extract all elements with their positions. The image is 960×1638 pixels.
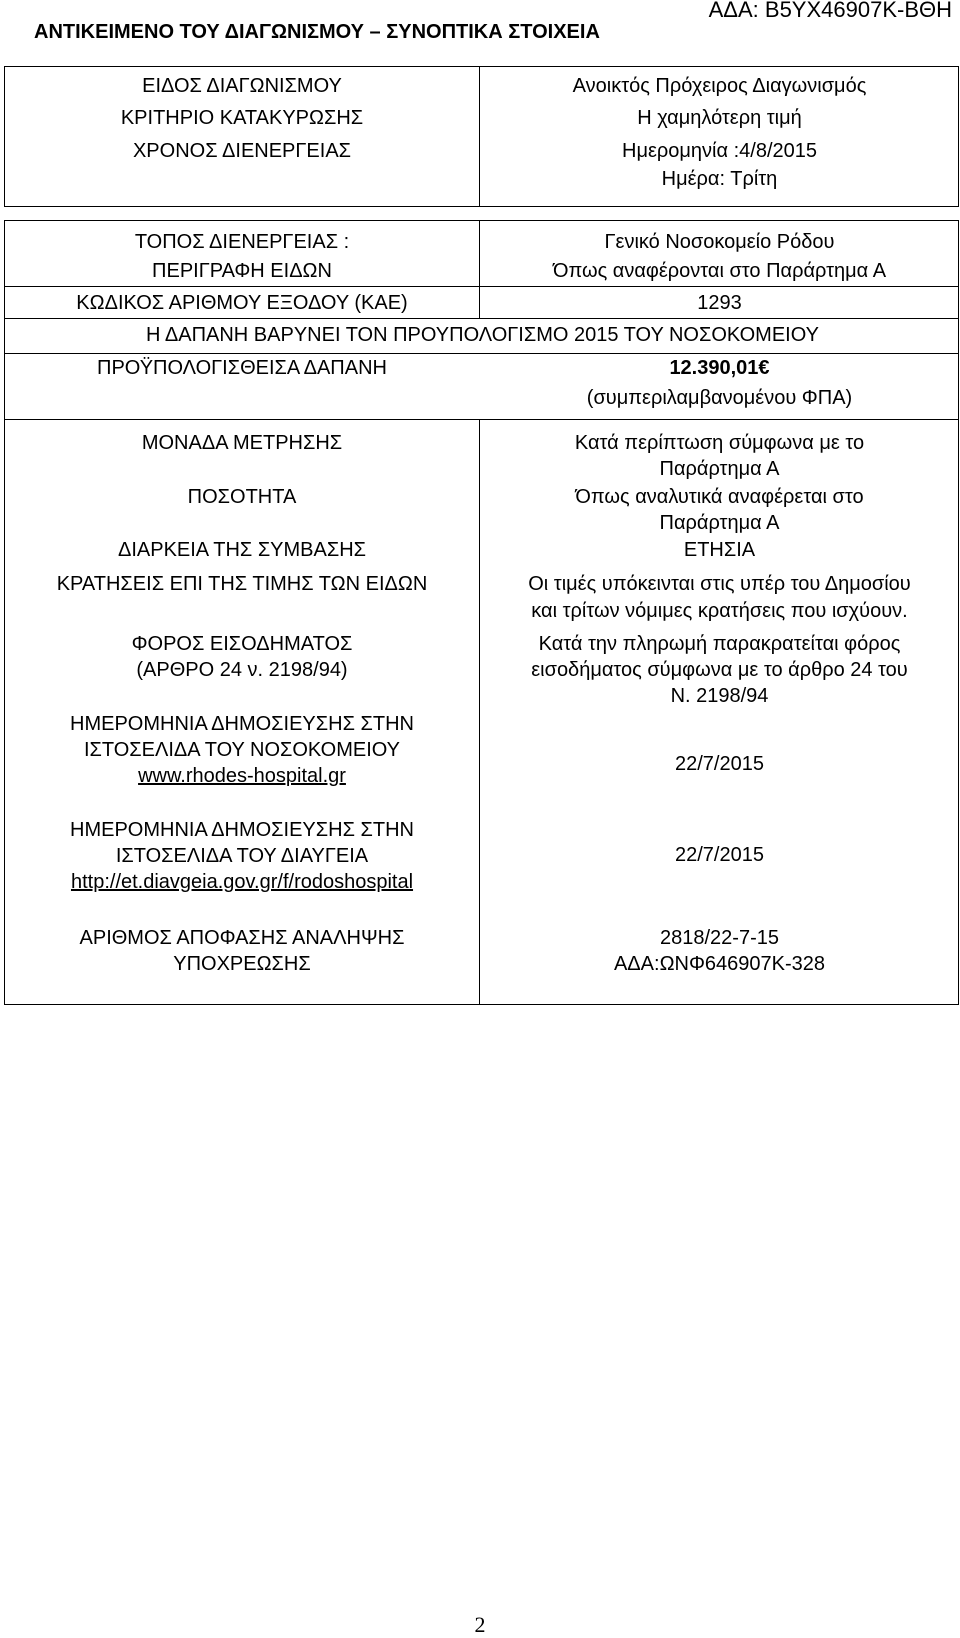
hospital-site-pub-date: 22/7/2015: [675, 753, 764, 775]
award-criterion-label: ΚΡΙΤΗΡΙΟ ΚΑΤΑΚΥΡΩΣΗΣ: [120, 107, 364, 129]
quantity-value-line1: Όπως αναλυτικά αναφέρεται στο: [575, 486, 864, 508]
decision-label-line2: ΥΠΟΧΡΕΩΣΗΣ: [173, 953, 311, 975]
description-value: Όπως αναφέρονται στο Παράρτημα Α: [552, 260, 887, 282]
hospital-site-pub-label-line1: ΗΜΕΡΟΜΗΝΙΑ ΔΗΜΟΣΙΕΥΣΗΣ ΣΤΗΝ: [70, 713, 414, 735]
kae-value: 1293: [697, 292, 742, 314]
quantity-value-line2: Παράρτημα Α: [659, 512, 780, 534]
page-number: 2: [474, 1612, 486, 1637]
duration-label: ΔΙΑΡΚΕΙΑ ΤΗΣ ΣΥΜΒΑΣΗΣ: [117, 539, 367, 561]
decision-label-line1: ΑΡΙΘΜΟΣ ΑΠΟΦΑΣΗΣ ΑΝΑΛΗΨΗΣ: [79, 927, 405, 949]
diavgeia-pub-label-line2: ΙΣΤΟΣΕΛΙΔΑ ΤΟΥ ΔΙΑΥΓΕΙΑ: [115, 845, 369, 867]
row-divider: [5, 353, 958, 354]
tender-type-table: [4, 66, 959, 207]
cost-label: ΠΡΟΫΠΟΛΟΓΙΣΘΕΙΣΑ ΔΑΠΑΝΗ: [97, 357, 387, 379]
description-label: ΠΕΡΙΓΡΑΦΗ ΕΙΔΩΝ: [152, 260, 332, 282]
row-divider: [5, 318, 958, 319]
cost-value: 12.390,01€: [669, 357, 770, 379]
income-tax-value-line3: Ν. 2198/94: [670, 685, 769, 707]
tender-date-value: Ημερομηνία :4/8/2015: [622, 140, 817, 162]
row-divider: [5, 286, 958, 287]
contract-terms-table: [4, 419, 959, 1005]
decision-ada: ΑΔΑ:ΩΝΦ646907Κ-328: [613, 953, 826, 975]
decision-number: 2818/22-7-15: [660, 927, 779, 949]
place-label: ΤΟΠΟΣ ΔΙΕΝΕΡΓΕΙΑΣ :: [134, 231, 350, 253]
diavgeia-pub-label-line1: ΗΜΕΡΟΜΗΝΙΑ ΔΗΜΟΣΙΕΥΣΗΣ ΣΤΗΝ: [70, 819, 414, 841]
tender-details-table: [4, 220, 959, 419]
kae-label: ΚΩΔΙΚΟΣ ΑΡΙΘΜΟΥ ΕΞΟΔΟΥ (ΚΑΕ): [76, 292, 408, 314]
diavgeia-pub-date: 22/7/2015: [675, 844, 764, 866]
tender-type-label: ΕΙΔΟΣ ΔΙΑΓΩΝΙΣΜΟΥ: [142, 75, 342, 97]
tender-time-label: ΧΡΟΝΟΣ ΔΙΕΝΕΡΓΕΙΑΣ: [132, 140, 352, 162]
duration-value: ΕΤΗΣΙΑ: [683, 539, 756, 561]
budget-note: Η ΔΑΠΑΝΗ ΒΑΡΥΝΕΙ ΤΟΝ ΠΡΟΥΠΟΛΟΓΙΣΜΟ 2015 ΤΟΥ ΝΟΣΟΚΟΜΕΙΟΥ: [145, 324, 819, 346]
ada-code: ΑΔΑ: Β5ΥΧ46907Κ-ΒΘΗ: [708, 0, 952, 22]
document-title: ΑΝΤΙΚΕΙΜΕΝΟ ΤΟΥ ΔΙΑΓΩΝΙΣΜΟΥ – ΣΥΝΟΠΤΙΚΑ ΣΤΟΙΧΕΙΑ: [34, 21, 600, 43]
unit-label: ΜΟΝΑΔΑ ΜΕΤΡΗΣΗΣ: [141, 432, 343, 454]
income-tax-value-line2: εισοδήματος σύμφωνα με το άρθρο 24 του: [531, 659, 908, 681]
award-criterion-value: Η χαμηλότερη τιμή: [637, 107, 802, 129]
deductions-label: ΚΡΑΤΗΣΕΙΣ ΕΠΙ ΤΗΣ ΤΙΜΗΣ ΤΩΝ ΕΙΔΩΝ: [56, 573, 428, 595]
unit-value-line2: Παράρτημα Α: [659, 458, 780, 480]
tender-day-value: Ημέρα: Τρίτη: [661, 168, 778, 190]
quantity-label: ΠΟΣΟΤΗΤΑ: [187, 486, 297, 508]
income-tax-label-line2: (ΑΡΘΡΟ 24 ν. 2198/94): [136, 659, 348, 681]
place-value: Γενικό Νοσοκομείο Ρόδου: [604, 231, 835, 253]
income-tax-label-line1: ΦΟΡΟΣ ΕΙΣΟΔΗΜΑΤΟΣ: [131, 633, 353, 655]
deductions-value-line1: Οι τιμές υπόκεινται στις υπέρ του Δημοσίου: [528, 573, 911, 595]
tender-type-value: Ανοικτός Πρόχειρος Διαγωνισμός: [572, 75, 867, 97]
cost-vat-note: (συμπεριλαμβανομένου ΦΠΑ): [586, 387, 853, 409]
deductions-value-line2: και τρίτων νόμιμες κρατήσεις που ισχύουν.: [531, 600, 908, 622]
hospital-site-link[interactable]: www.rhodes-hospital.gr: [138, 765, 346, 787]
unit-value-line1: Κατά περίπτωση σύμφωνα με το: [574, 432, 865, 454]
hospital-site-pub-label-line2: ΙΣΤΟΣΕΛΙΔΑ ΤΟΥ ΝΟΣΟΚΟΜΕΙΟΥ: [83, 739, 401, 761]
income-tax-value-line1: Κατά την πληρωμή παρακρατείται φόρος: [538, 633, 901, 655]
diavgeia-link[interactable]: http://et.diavgeia.gov.gr/f/rodoshospital: [70, 871, 414, 893]
